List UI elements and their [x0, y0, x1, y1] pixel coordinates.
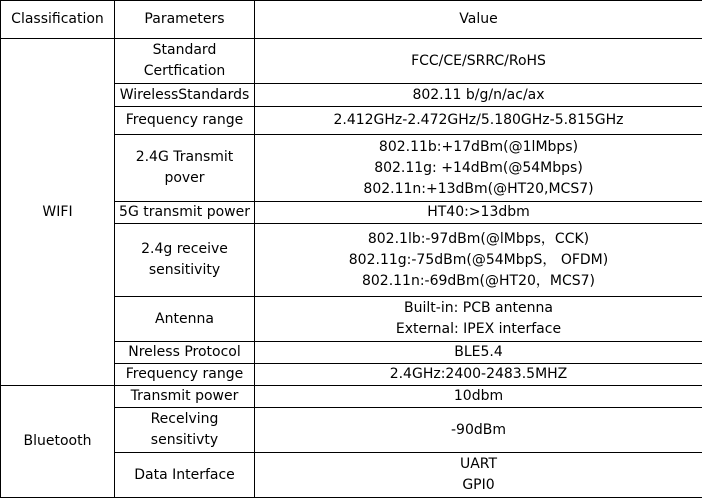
value-line: FCC/CE/SRRC/RoHS	[257, 51, 700, 72]
value-line: -90dBm	[257, 420, 700, 441]
value-cell	[255, 408, 702, 453]
param-label: Frequency range	[117, 364, 252, 385]
value-line: 802.11g: +14dBm(@54Mbps)	[257, 158, 700, 179]
value-cell	[255, 453, 702, 498]
header-classification: Classification	[1, 1, 115, 39]
param-label: 2.4g receive sensitivity	[117, 239, 252, 281]
param-label: WirelessStandards	[117, 85, 252, 106]
param-cell	[115, 408, 255, 453]
value-line: 10dbm	[257, 386, 700, 407]
header-row	[1, 1, 702, 39]
value-cell	[255, 224, 702, 297]
classification-bluetooth: Bluetooth	[1, 386, 115, 498]
param-cell	[115, 202, 255, 224]
param-cell	[115, 84, 255, 107]
param-cell	[115, 364, 255, 386]
value-line: HT40:>13dbm	[257, 202, 700, 223]
param-label: Standard Certfication	[117, 40, 252, 82]
value-cell	[255, 107, 702, 135]
value-line: Built-in: PCB antenna	[257, 298, 700, 319]
value-cell	[255, 342, 702, 364]
value-line: UART	[257, 454, 700, 475]
param-label: Antenna	[117, 309, 252, 330]
value-line: External: IPEX interface	[257, 319, 700, 340]
table-row	[1, 39, 702, 84]
value-line: 802.11 b/g/n/ac/ax	[257, 85, 700, 106]
value-cell	[255, 202, 702, 224]
value-cell	[255, 135, 702, 202]
value-line: 2.4GHz:2400-2483.5MHZ	[257, 364, 700, 385]
value-line: BLE5.4	[257, 342, 700, 363]
value-line: 802.11g:-75dBm(@54MbpS， OFDM)	[257, 250, 700, 271]
value-cell	[255, 386, 702, 408]
value-line: 802.11n:+13dBm(@HT20,MCS7)	[257, 179, 700, 200]
value-line: GPI0	[257, 475, 700, 496]
value-cell	[255, 297, 702, 342]
param-cell	[115, 107, 255, 135]
value-line: 2.412GHz-2.472GHz/5.180GHz-5.815GHz	[257, 110, 700, 131]
value-line: 802.11b:+17dBm(@1lMbps)	[257, 137, 700, 158]
value-cell	[255, 84, 702, 107]
value-line: 802.11n:-69dBm(@HT20，MCS7)	[257, 271, 700, 292]
param-label: Transmit power	[117, 386, 252, 407]
value-cell	[255, 39, 702, 84]
param-cell	[115, 297, 255, 342]
param-cell	[115, 386, 255, 408]
param-label: Recelving sensitivty	[117, 409, 252, 451]
param-label: Frequency range	[117, 110, 252, 131]
param-cell	[115, 453, 255, 498]
value-line: 802.1lb:-97dBm(@lMbps，CCK)	[257, 229, 700, 250]
table-row	[1, 386, 702, 408]
classification-wifi: WIFI	[1, 39, 115, 386]
header-parameters: Parameters	[115, 1, 255, 39]
header-value: Value	[255, 1, 702, 39]
param-label: 5G transmit power	[117, 202, 252, 223]
value-cell	[255, 364, 702, 386]
param-cell	[115, 39, 255, 84]
param-cell	[115, 342, 255, 364]
param-cell	[115, 135, 255, 202]
param-label: Nreless Protocol	[117, 342, 252, 363]
param-label: Data Interface	[117, 465, 252, 486]
param-label: 2.4G Transmit pover	[117, 147, 252, 189]
param-cell	[115, 224, 255, 297]
